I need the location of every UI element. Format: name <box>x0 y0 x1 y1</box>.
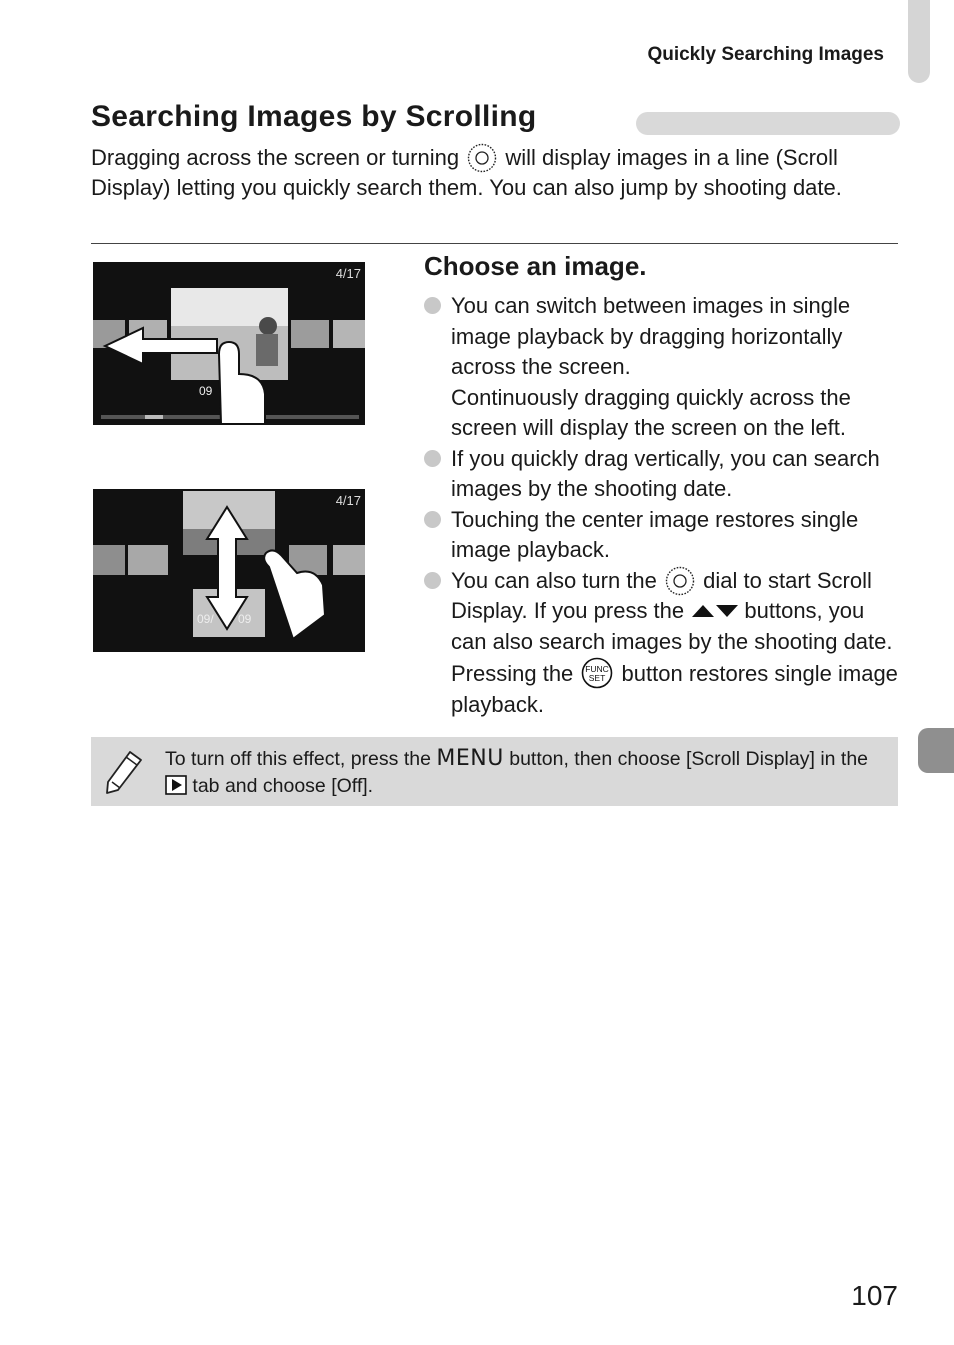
list-item: If you quickly drag vertically, you can search images by the shooting date. <box>424 444 899 505</box>
image-counter: 4/17 <box>335 493 361 508</box>
chapter-thumb-tab <box>918 728 954 773</box>
bullet-icon <box>424 572 441 589</box>
date-label: 09 <box>199 384 213 398</box>
horizontal-scroll-illustration <box>93 262 365 425</box>
date-label-right: 09 <box>238 612 252 626</box>
camera-screen-vertical <box>93 489 365 652</box>
instruction-list <box>424 291 899 720</box>
intro-paragraph: Dragging across the screen or turning will display images in a line (Scroll Display) letting you quickly search them. You can also jump by shooting date. <box>91 145 842 200</box>
playback-tab-icon <box>165 775 187 795</box>
section-divider <box>91 243 898 244</box>
list-item: Touching the center image restores single image playback. <box>424 505 899 566</box>
pencil-note-icon <box>104 749 144 795</box>
step-title: Choose an image. <box>424 251 647 281</box>
page-number: 107 <box>851 1280 898 1311</box>
list-item: You can switch between images in single image playback by dragging horizontally across the screen. Continuously dragging quickly across the screen will display the screen on the left. <box>424 291 899 444</box>
menu-button-label: MENU <box>436 746 504 771</box>
vertical-scroll-illustration <box>93 489 365 652</box>
control-dial-icon <box>467 143 497 173</box>
running-header: Quickly Searching Images <box>647 44 884 65</box>
up-down-arrow-buttons-icon <box>690 603 738 619</box>
control-dial-icon <box>665 566 695 596</box>
title-decor-bar <box>636 112 900 135</box>
edge-thumb-tab <box>908 0 930 83</box>
date-label-left: 09/ <box>197 612 214 626</box>
image-counter: 4/17 <box>335 266 361 281</box>
list-item: You can also turn the dial to start Scroll Display. If you press the buttons, you can also search images by the shooting date. Pressing the FUNC SET button restores single image playback. <box>424 566 899 721</box>
func-set-button-icon <box>581 657 613 689</box>
bullet-icon <box>424 297 441 314</box>
svg-text:SET: SET <box>589 673 606 683</box>
note-text: To turn off this effect, press the MENU button, then choose [Scroll Display] in the tab and choose [Off]. <box>165 746 869 797</box>
bullet-icon <box>424 511 441 528</box>
camera-screen-horizontal <box>93 262 365 425</box>
bullet-icon <box>424 450 441 467</box>
svg-text:FUNC: FUNC <box>585 664 610 674</box>
section-title: Searching Images by Scrolling <box>91 100 537 133</box>
